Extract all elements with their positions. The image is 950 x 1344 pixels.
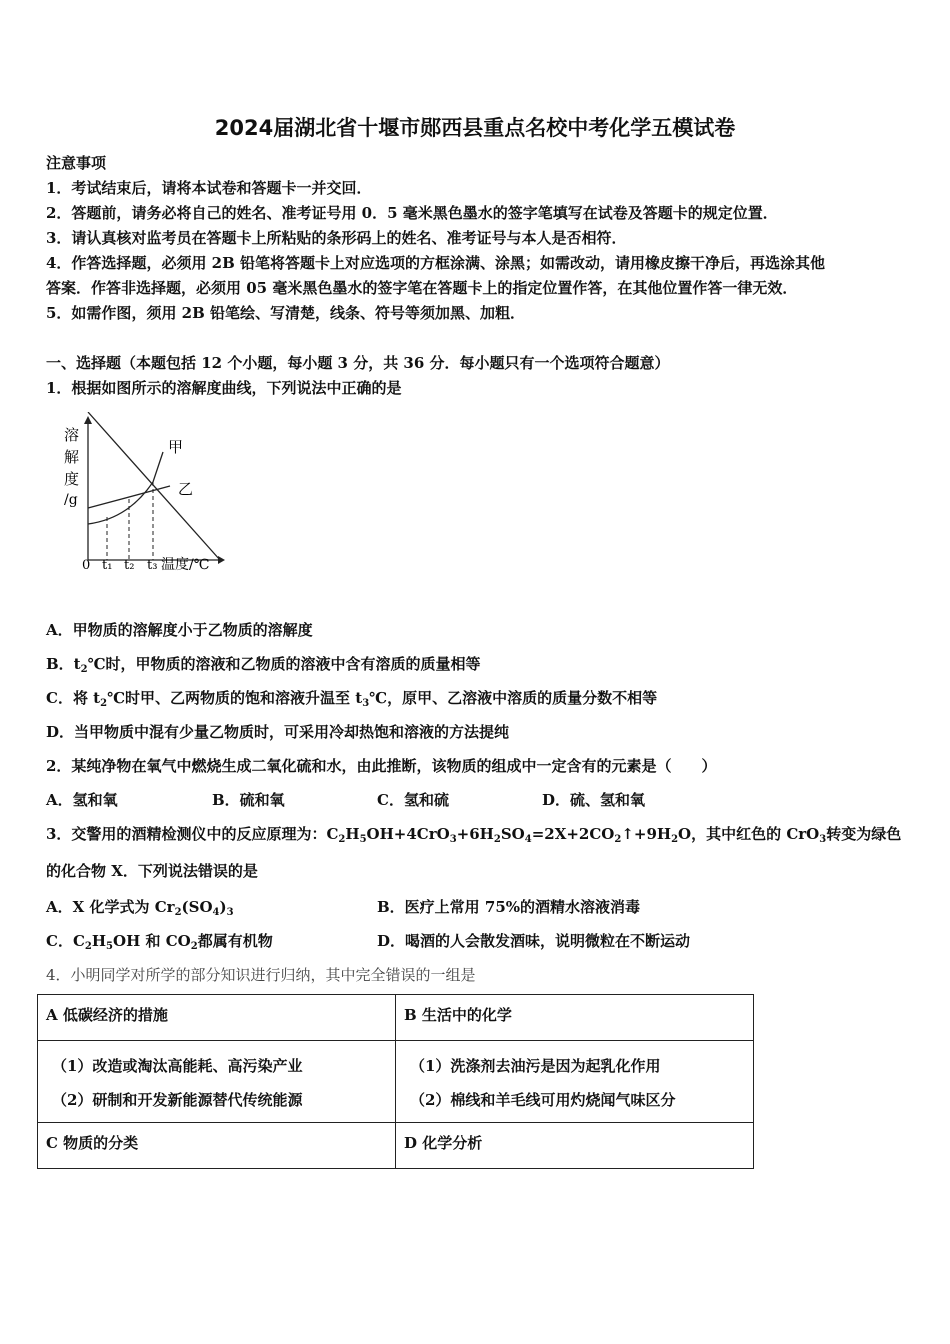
solubility-graph (58, 412, 228, 577)
q3-stem-line2: 的化合物 X．下列说法错误的是 (46, 862, 258, 880)
q1-option-b: B．$t_2℃$时，甲物质的溶液和乙物质的溶液中含有溶质的质量相等 (46, 655, 481, 675)
q3-option-a: A．X 化学式为 $Cr_2(SO_4)_3$ (46, 898, 234, 918)
q4-cell-d-head: D 化学分析 (396, 1123, 754, 1169)
q3-option-b: B．医疗上常用 75%的酒精水溶液消毒 (377, 898, 641, 916)
q4-table (37, 994, 754, 1169)
q4-cell-c-head: C 物质的分类 (38, 1123, 396, 1169)
q1-option-d: D．当甲物质中混有少量乙物质时，可采用冷却热饱和溶液的方法提纯 (46, 723, 510, 741)
q4-stem: 4．小明同学对所学的部分知识进行归纳，其中完全错误的一组是 (46, 966, 476, 984)
x-axis (88, 412, 220, 560)
q4-b-item-1: （1）洗涤剂去油污是因为起乳化作用 (410, 1057, 661, 1075)
q1-option-a: A．甲物质的溶解度小于乙物质的溶解度 (46, 621, 313, 639)
q4-cell-a-head: A 低碳经济的措施 (38, 995, 396, 1041)
q4-b-item-2: （2）棉线和羊毛线可用灼烧闻气味区分 (410, 1091, 676, 1109)
label-yi: 乙 (178, 480, 194, 498)
notice-item-4-cont: 答案．作答非选择题，必须用 05 毫米黑色墨水的签字笔在答题卡上的指定位置作答，在其他位置作答一律无效． (46, 279, 798, 297)
q4-cell-a-body (38, 1041, 396, 1123)
q2-stem: 2．某纯净物在氧气中燃烧生成二氧化硫和水，由此推断，该物质的组成中一定含有的元素是（ ） (46, 757, 717, 775)
ylabel-3: 度 (64, 470, 80, 488)
curve-jia (88, 452, 163, 524)
q1-stem: 1．根据如图所示的溶解度曲线，下列说法中正确的是 (46, 379, 402, 397)
section-heading: 一、选择题（本题包括 12 个小题，每小题 3 分，共 36 分．每小题只有一个选项符合题意） (46, 354, 670, 372)
ylabel-4: /g (64, 492, 78, 508)
ylabel-2: 解 (64, 448, 80, 466)
q3-stem: 3．交警用的酒精检测仪中的反应原理为：$C_2H_5OH+4CrO_3+6H_2SO_4=2X+2CO_2↑+9H_2O$，其中红色的 CrO$_3$转变为绿色 (46, 825, 902, 845)
q2-option-d: D．硫、氢和氧 (542, 791, 646, 809)
q4-a-item-2: （2）研制和开发新能源替代传统能源 (52, 1091, 303, 1109)
page-title: 2024届湖北省十堰市郧西县重点名校中考化学五模试卷 (214, 116, 736, 140)
q4-cell-b-head: B 生活中的化学 (396, 995, 754, 1041)
notice-item-4: 4．作答选择题，必须用 2B 铅笔将答题卡上对应选项的方框涂满、涂黑；如需改动，请用橡皮擦干净后，再选涂其他 (46, 254, 826, 272)
q2-option-b: B．硫和氧 (212, 791, 285, 809)
notice-heading: 注意事项 (46, 154, 107, 172)
q4-a-item-1: （1）改造或淘汰高能耗、高污染产业 (52, 1057, 303, 1075)
xlabel: 温度/℃ (161, 557, 210, 573)
notice-item-2: 2．答题前，请务必将自己的姓名、准考证号用 0．5 毫米黑色墨水的签字笔填写在试卷及答题卡的规定位置． (46, 204, 778, 222)
q3-equation: $C_2H_5OH+4CrO_3+6H_2SO_4=2X+2CO_2↑+9H_2O$ (326, 825, 692, 845)
q4-cell-b-body (396, 1041, 754, 1123)
tick-origin: 0 (82, 558, 91, 573)
tick-t3: t₃ (147, 558, 158, 573)
notice-item-5: 5．如需作图，须用 2B 铅笔绘、写清楚，线条、符号等须加黑、加粗． (46, 304, 525, 322)
q1-option-c: C．将 $t_2℃$时甲、乙两物质的饱和溶液升温至 $t_3℃$，原甲、乙溶液中溶质的质量分数不相等 (46, 689, 658, 709)
notice-item-3: 3．请认真核对监考员在答题卡上所粘贴的条形码上的姓名、准考证号与本人是否相符． (46, 229, 627, 247)
q2-option-a: A．氢和氧 (46, 791, 118, 809)
ylabel-1: 溶 (64, 426, 80, 444)
x-axis-arrow (218, 556, 225, 564)
y-axis-arrow (84, 416, 92, 424)
q3-option-d: D．喝酒的人会散发酒味，说明微粒在不断运动 (377, 932, 691, 950)
q2-option-c: C．氢和硫 (377, 791, 449, 809)
label-jia: 甲 (168, 438, 184, 456)
tick-t2: t₂ (124, 558, 135, 573)
q3-option-c: C．$C_2H_5OH$ 和 $CO_2$都属有机物 (46, 932, 273, 952)
curve-yi (88, 486, 170, 508)
notice-item-1: 1．考试结束后，请将本试卷和答题卡一并交回． (46, 179, 372, 197)
tick-t1: t₁ (102, 558, 113, 573)
